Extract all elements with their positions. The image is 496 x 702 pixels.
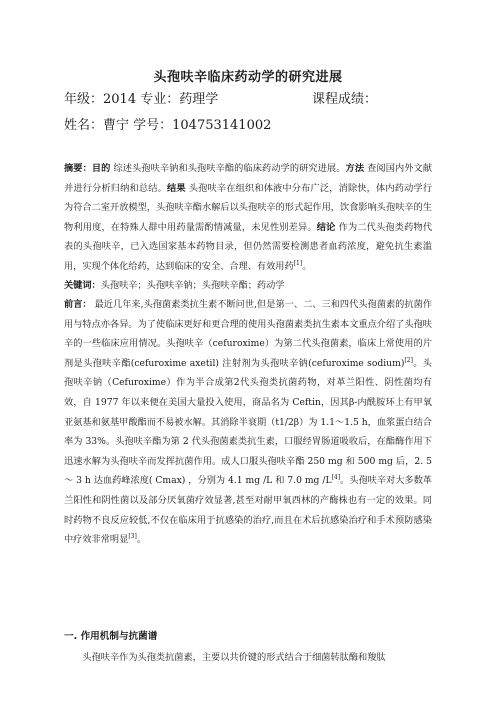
abstract-method-label: 方法 — [345, 163, 365, 174]
abstract-result-text: 头孢呋辛在组织和体液中分布广泛，消除快，体内药动学行为符合二室开放模型，头孢呋辛酯水解后以头孢呋辛的形式起作用，饮食影响头孢呋辛的生物利用度，在特殊人群中用药量需酌情减量，未见性别差异。 — [64, 182, 433, 233]
name-id-line: 姓名：曹宁 学号：104753141002 — [64, 118, 272, 133]
citation-ref: [2] — [404, 356, 413, 364]
abstract-objective-text: 综述头孢呋辛钠和头孢呋辛酯的临床药动学的研究进展。 — [110, 163, 346, 174]
citation-ref: [1] — [293, 259, 303, 267]
abstract-conclusion-text: 作为二代头孢类药物代表的头孢呋辛，已入选国家基本药物目录，但仍然需要检测患者血药浓度，避免抗生素滥用，实现个体化给药，达到临床的安全、合理、有效用药 — [64, 221, 433, 272]
intro-end: 。 — [136, 534, 146, 546]
grade-major-text: 年级：2014 专业：药理学 — [64, 92, 219, 107]
abstract-label: 摘要： — [64, 163, 92, 174]
grade-major-line — [64, 92, 378, 108]
keywords-label: 关键词： — [64, 280, 101, 291]
abstract-objective-label: 目的 — [91, 163, 111, 174]
intro-paragraph — [64, 295, 432, 550]
section-heading: 一. 作用机制与抗菌谱 — [64, 631, 158, 642]
abstract-result-label: 结果 — [166, 182, 186, 194]
keywords-line — [64, 276, 432, 296]
citation-ref: [3] — [128, 533, 137, 541]
intro-text-2: 。头孢呋辛钠（Cefuroxime）作为半合成第2代头孢类抗菌药物，对革兰阳性、阴性菌均有效，自 1977 年以来便在美国大量投入使用，商品名为 Ceftin，因其β-内酰胺环上有甲氧亚氨基和氨基甲酸酯而不易被水解。其消除半衰期（t1/2β）为 1.1～1.5 h，血浆蛋白结合率为 33%。头孢呋辛酯为第 2 代头孢菌素类抗生素，口服经胃肠道吸收后，在酯酶作用下迅速水解为头孢呋辛而发挥抗菌作用。成人口服头孢呋辛酯 250 mg 和 500 mg 后，2. 5 ～ 3 h 达血药峰浓度( Cmax) ，分别为 4.1 mg /L 和 7.0 mg /L — [64, 357, 432, 487]
abstract-method-text: 查阅国内外文献并进行分析归纳和总结。 — [64, 163, 433, 194]
keywords-text: 头孢呋辛；头孢呋辛钠；头孢呋辛酯；药动学 — [100, 280, 285, 291]
intro-text-3: 。头孢呋辛对大多数革兰阳性和阴性菌以及部分厌氧菌疗效显著,甚至对耐甲氧西林的产酶株也有一定的效果。同时药物不良反应较低,不仅在临床用于抗感染的治疗,而且在术后抗感染治疗和手术预防感染中疗效非常明显 — [64, 475, 432, 546]
abstract-conclusion-label: 结论 — [316, 221, 336, 233]
intro-label: 前言： — [64, 299, 92, 310]
abstract-end: 。 — [302, 260, 312, 272]
section-paragraph: 头孢呋辛作为头孢类抗菌素，主要以共价键的形式结合于细菌转肽酶和羧肽 — [82, 652, 386, 663]
abstract-paragraph — [64, 159, 432, 277]
citation-ref: [4] — [331, 474, 341, 482]
course-score-label: 课程成绩： — [312, 92, 378, 107]
page-title: 头孢呋辛临床药动学的研究进展 — [153, 70, 343, 85]
intro-text-1: 最近几年来,头孢菌素类抗生素不断问世,但是第一、二、三和四代头孢菌素的抗菌作用与特点亦各异。为了使临床更好和更合理的使用头孢菌素类抗生素本文重点介绍了头孢呋辛的一些临床应用情况。头孢呋辛（cefuroxime）为第二代头孢菌素，临床上常使用的片剂是头孢呋辛酯(cefuroxime axetil) 注射剂为头孢呋辛钠(cefuroxime sodium) — [64, 299, 433, 369]
